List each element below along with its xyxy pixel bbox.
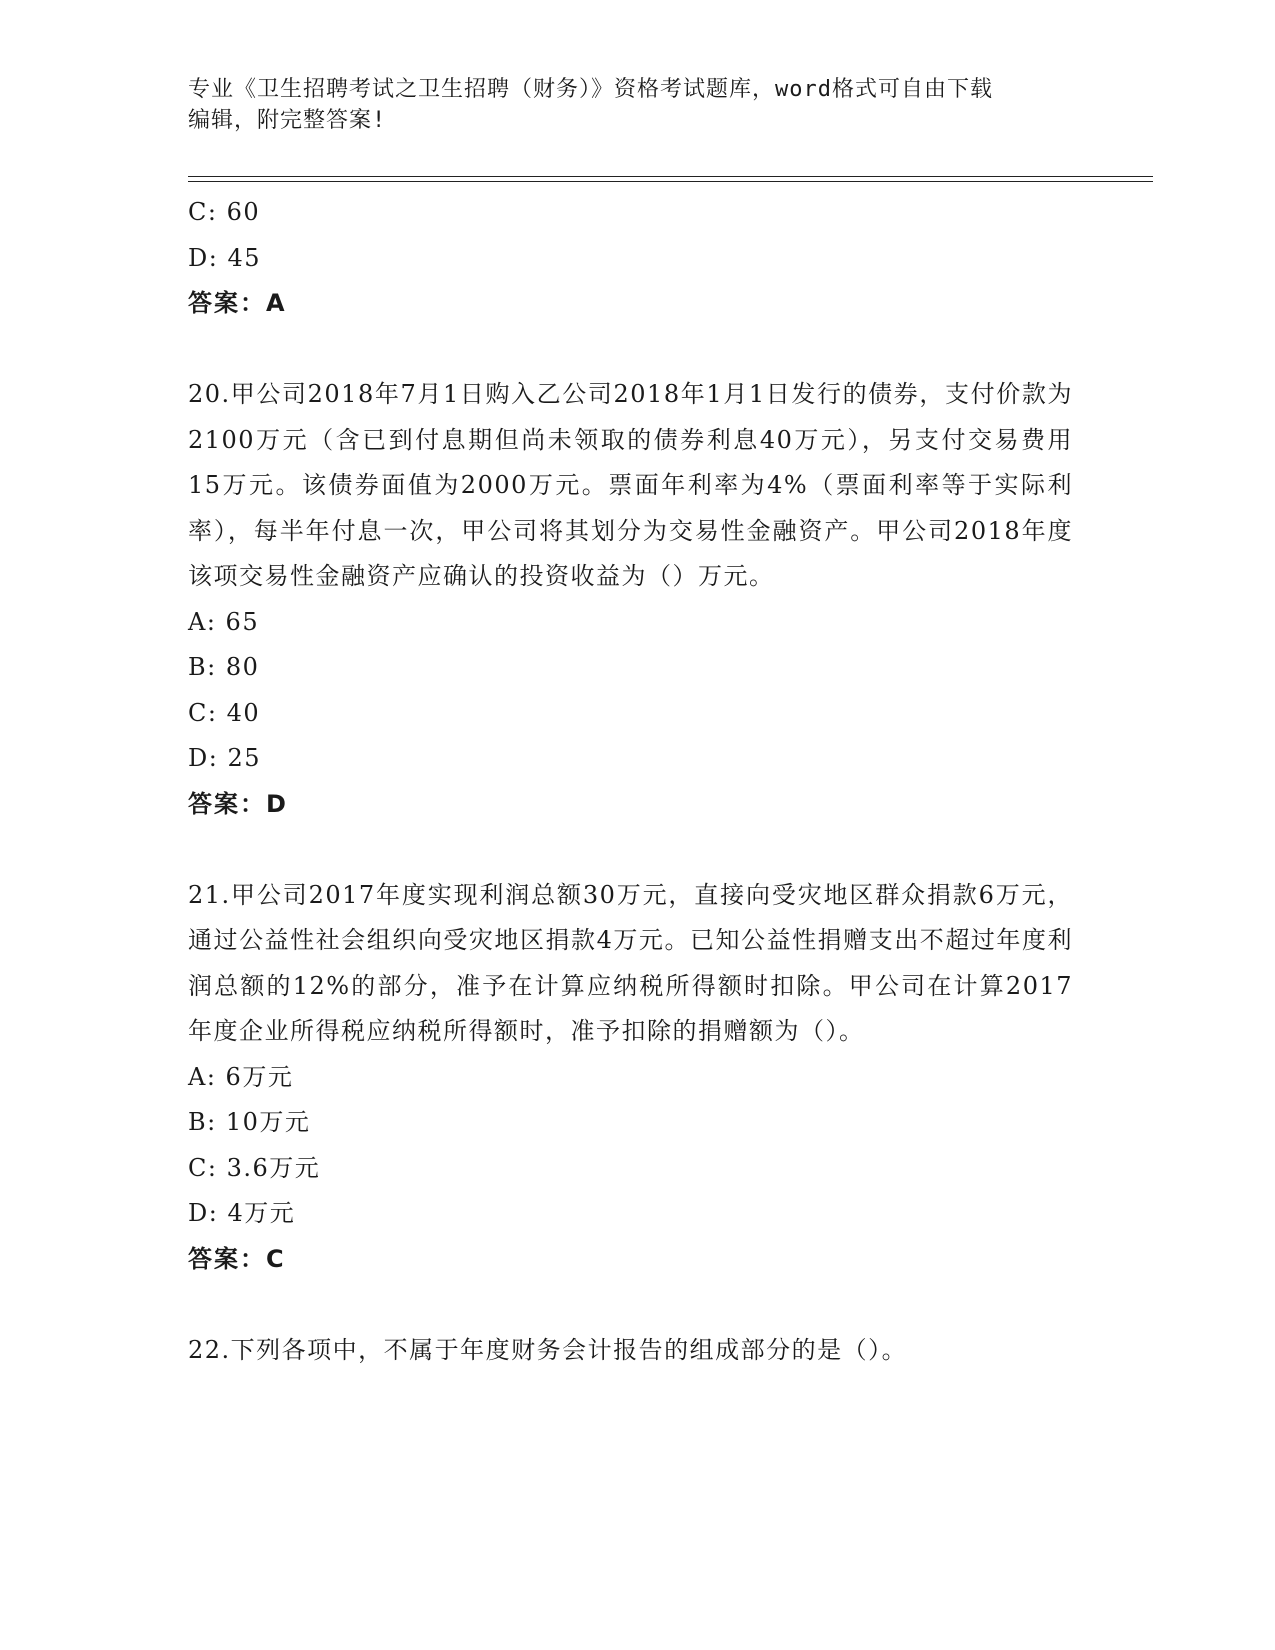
question-content [188, 190, 1088, 1373]
question-20 [188, 372, 1088, 827]
option-b: B: 10万元 [188, 1108, 311, 1136]
answer-line: 答案：A [188, 289, 287, 317]
question-text: 22.下列各项中，不属于年度财务会计报告的组成部分的是（）。 [188, 1335, 908, 1364]
header-line-2: 编辑，附完整答案! [188, 108, 387, 133]
option-a: A: 6万元 [188, 1062, 294, 1091]
spacer [188, 1282, 1088, 1328]
spacer [188, 327, 1088, 373]
option-d: D: 4万元 [188, 1199, 296, 1227]
header-divider-bottom [188, 181, 1153, 182]
answer-line: 答案：D [188, 789, 288, 818]
answer-line: 答案：C [188, 1244, 286, 1273]
option-d: D: 25 [188, 744, 261, 772]
option-c: C: 60 [188, 198, 261, 226]
question-text: 20.甲公司2018年7月1日购入乙公司2018年1月1日发行的债券，支付价款为2100万元（含已到付息期但尚未领取的债券利息40万元），另支付交易费用15万元。该债券面值为2000万元。票面年利率为4%（票面利率等于实际利率），每半年付息一次，甲公司将其划分为交易性金融资产。甲公司2018年度该项交易性金融资产应确认的投资收益为（）万元。 [188, 380, 1073, 590]
header-divider-top [188, 176, 1153, 177]
header-line-1: 专业《卫生招聘考试之卫生招聘（财务）》资格考试题库，word格式可自由下载 [188, 77, 993, 102]
prev-question-block [188, 190, 1088, 327]
spacer [188, 827, 1088, 873]
option-b: B: 80 [188, 653, 260, 681]
option-c: C: 40 [188, 698, 261, 727]
option-c: C: 3.6万元 [188, 1153, 321, 1182]
question-22 [188, 1328, 1088, 1374]
question-21 [188, 873, 1088, 1283]
question-text: 21.甲公司2017年度实现利润总额30万元，直接向受灾地区群众捐款6万元，通过公益性社会组织向受灾地区捐款4万元。已知公益性捐赠支出不超过年度利润总额的12%的部分，准予在计算应纳税所得额时扣除。甲公司在计算2017年度企业所得税应纳税所得额时，准予扣除的捐赠额为（）。 [188, 880, 1073, 1045]
document-header [188, 74, 1088, 136]
option-a: A: 65 [188, 607, 260, 636]
option-d: D: 45 [188, 243, 261, 272]
